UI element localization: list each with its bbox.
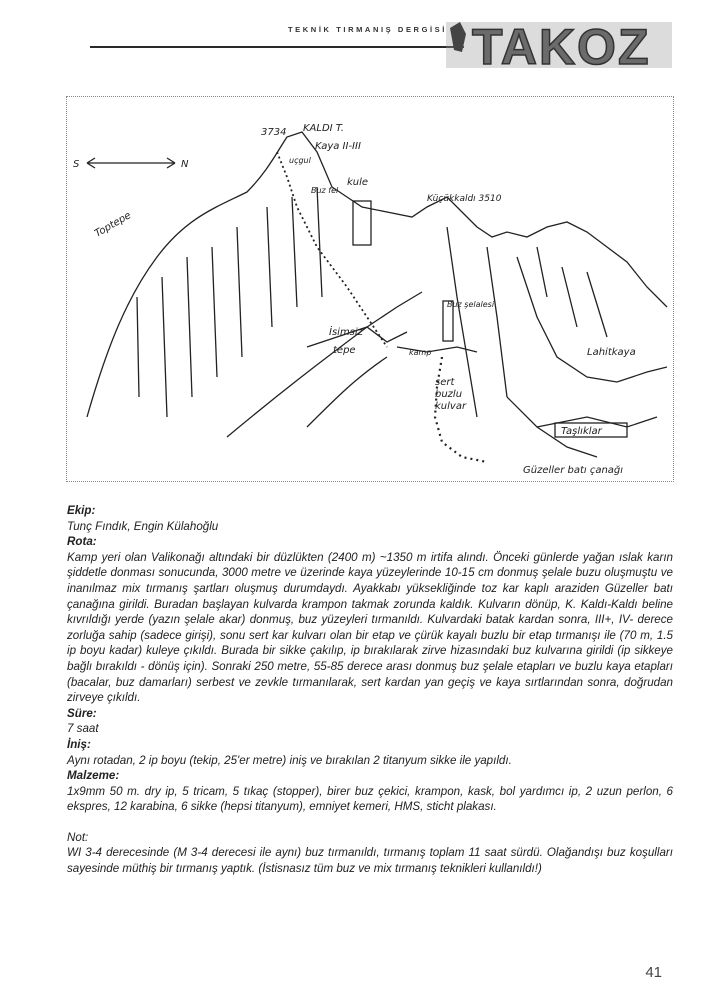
route-sketch bbox=[66, 96, 674, 482]
label-summit: 3734 bbox=[261, 127, 287, 138]
logo-text: TAKOZ bbox=[472, 19, 651, 74]
inis-heading: İniş: bbox=[67, 737, 91, 751]
takoz-logo bbox=[446, 14, 672, 74]
label-guzeller: Güzeller batı çanağı bbox=[523, 465, 624, 476]
label-kulvar: kulvar bbox=[435, 401, 467, 412]
label-lahitkaya: Lahitkaya bbox=[587, 347, 636, 358]
header-rule bbox=[90, 46, 464, 48]
rota-text: Kamp yeri olan Valikonağı altındaki bir düzlükten (2400 m) ~1350 m irtifa alındı. Önceki günlerde yağan ıslak karın şiddetle donması sonucunda, 3000 metre ve üzerinde kaya yüzeylerinde 10-15 cm donmuş şelale buzu oluşmuştu ve inanılmaz mix tırmanış şartları oluşmuş durumdaydı. Ayakkabı yüksekliğinde toz kar kaplı araziden Güzeller batı çanağına girildi. Buradan başlayan kulvarda krampon takmak zorunda kaldık. Kulvarın dönüp, K. Kaldı-Kaldı beline kıvrıldığı yerde (yazın şelale akar) donmuş, buz yüzeyleri tırmanıldı. Kulvardaki batak kardan sonra, III+, IV- derece zorluğa sahip (sadece girişi), sonu sert kar kulvarı olan bir etap ve çürük kayalı buzlu bir etap tırmanışı ile (70 m, 1.5 ip boyu kadar) kuleye çıkıldı. Burada bir sikke çakılıp, ip bırakılarak zirve hizasındaki buz kulvarına girildi (ip sikkeye bağlı bırakıldı - dönüş için). Sonraki 250 metre, 55-85 derece arası donmuş buz şelale etapları ve buzlu kaya etapları (bacalar, buz damarları) serbest ve zevkle tırmanılarak, sert kardan yan geçiş ve kaya sırtlarından sonra, doğrudan zirveye çıkıldı. bbox=[67, 550, 673, 705]
label-taslıklar: Taşlıklar bbox=[561, 426, 602, 437]
label-buzlu: buzlu bbox=[435, 389, 463, 400]
label-buz-selalesi: Buz şelalesi bbox=[447, 300, 495, 309]
sure-heading: Süre: bbox=[67, 706, 97, 720]
malzeme-text: 1x9mm 50 m. dry ip, 5 tricam, 5 tıkaç (stopper), birer buz çekici, krampon, kask, bol yardımcı ip, 2 uzun perlon, 6 ekspres, 12 karabina, 6 sikke (hepsi titanyum), emniyet kemeri, HMS, sticht plakası. bbox=[67, 784, 673, 814]
label-kule: kule bbox=[347, 177, 369, 188]
not-heading: Not: bbox=[67, 830, 89, 844]
ekip-heading: Ekip: bbox=[67, 504, 96, 517]
sure-text: 7 saat bbox=[67, 722, 99, 736]
label-ucgul: uçgul bbox=[289, 156, 311, 165]
label-isimsiz: İsimsiz bbox=[329, 327, 363, 338]
not-text: WI 3-4 derecesinde (M 3-4 derecesi ile aynı) buz tırmanıldı, tırmanış toplam 11 saat sürdü. Olağandışı buz koşulları sayesinde müthiş bir tırmanış yaptık. (İstisnasız tüm buz ve mix tırmanış teknikleri kullanıldı!) bbox=[67, 846, 673, 876]
label-kucuk-kaldi: Küçükkaldı 3510 bbox=[427, 194, 502, 204]
label-kaya: Kaya II-III bbox=[315, 141, 361, 152]
malzeme-heading: Malzeme: bbox=[67, 769, 120, 783]
ekip-text: Tunç Fındık, Engin Külahoğlu bbox=[67, 519, 219, 533]
label-kamp: kamp bbox=[409, 348, 432, 357]
label-sert: sert bbox=[435, 377, 455, 388]
magazine-kicker: TEKNİK TIRMANIŞ DERGİSİ bbox=[288, 25, 447, 34]
label-buz-fel: Buz fel bbox=[311, 186, 339, 195]
inis-text: Aynı rotadan, 2 ip boyu (tekip, 25'er metre) iniş ve bırakılan 2 titanyum sikke ile yapıldı. bbox=[67, 753, 512, 767]
rota-heading: Rota: bbox=[67, 535, 97, 549]
page-number: 41 bbox=[645, 964, 662, 981]
label-south: S bbox=[73, 159, 80, 170]
label-toptepe: Toptepe bbox=[93, 210, 134, 240]
label-kaldi: KALDI T. bbox=[303, 123, 344, 134]
label-tepe: tepe bbox=[333, 345, 356, 356]
label-north: N bbox=[181, 159, 189, 170]
route-report bbox=[67, 503, 673, 877]
